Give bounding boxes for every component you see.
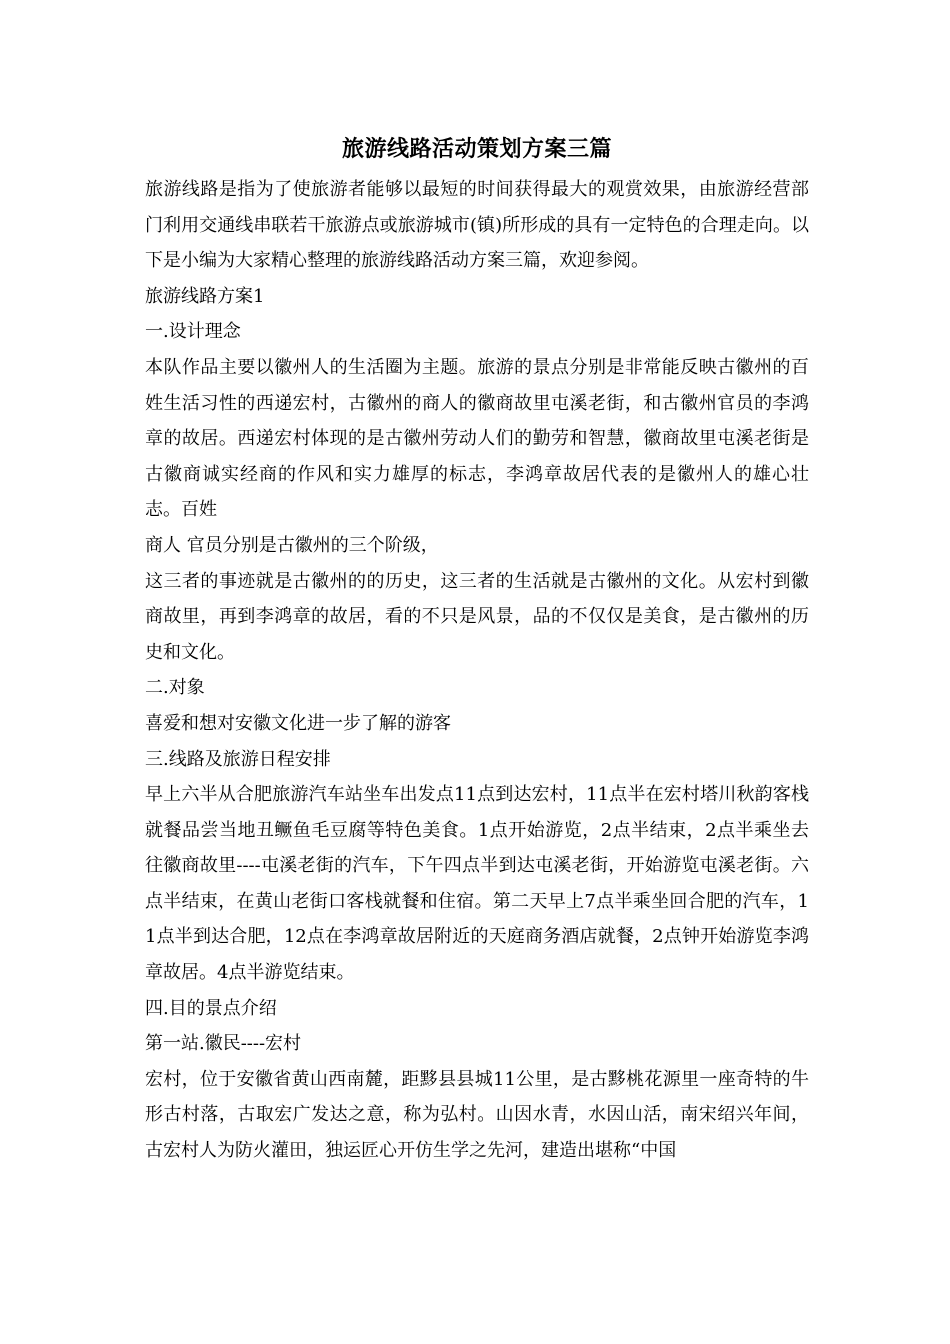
design-concept-history-paragraph: 这三者的事迹就是古徽州的的历史，这三者的生活就是古徽州的文化。从宏村到徽商故里，再到李鸿章的故居，看的不只是风景，品的不仅仅是美食，是古徽州的历史和文化。 [145,570,809,663]
hongcun-paragraph: 宏村，位于安徽省黄山西南麓，距黟县县城11公里，是古黟桃花源里一座奇特的牛形古村落，古取宏广发达之意，称为弘村。山因水青，水因山活，南宋绍兴年间，古宏村人为防火灌田，独运匠心开仿生学之先河，建造出堪称“中国 [145,1068,809,1162]
section-heading-plan-1: 旅游线路方案1 [145,285,265,307]
document-title: 旅游线路活动策划方案三篇 [341,136,612,162]
design-concept-paragraph: 本队作品主要以徽州人的生活圈为主题。旅游的景点分别是非常能反映古徽州的百姓生活习性的西递宏村，古徽州的商人的徽商故里屯溪老街，和古徽州官员的李鸿章的故居。西递宏村体现的是古徽州劳动人们的勤劳和智慧，徽商故里屯溪老街是古徽商诚实经商的作风和实力雄厚的标志，李鸿章故居代表的是徽州人的雄心壮志。百姓 [145,356,809,521]
design-concept-classes-line: 商人 官员分别是古徽州的三个阶级， [145,534,439,556]
itinerary-paragraph: 早上六半从合肥旅游汽车站坐车出发点11点到达宏村，11点半在宏村塔川秋韵客栈就餐品尝当地丑鳜鱼毛豆腐等特色美食。1点开始游览，2点半结束，2点半乘坐去往徽商故里----屯溪老街的汽车，下午四点半到达屯溪老街，开始游览屯溪老街。六点半结束，在黄山老街口客栈就餐和住宿。第二天早上7点半乘坐回合肥的汽车，11点半到达合肥，12点在李鸿章故居附近的天庭商务酒店就餐，2点钟开始游览李鸿章故居。4点半游览结束。 [145,784,809,984]
subheading-first-stop: 第一站.徽民----宏村 [145,1033,302,1055]
intro-paragraph: 旅游线路是指为了使旅游者能够以最短的时间获得最大的观赏效果，由旅游经营部门利用交通线串联若干旅游点或旅游城市(镇)所形成的具有一定特色的合理走向。以下是小编为大家精心整理的旅游线路活动方案三篇，欢迎参阅。 [145,179,809,272]
section-heading-design-concept: 一.设计理念 [145,321,241,343]
section-heading-attractions: 四.目的景点介绍 [145,997,277,1019]
document-body [145,128,809,1169]
audience-paragraph: 喜爱和想对安徽文化进一步了解的游客 [145,712,451,734]
section-heading-audience: 二.对象 [145,677,205,699]
section-heading-itinerary: 三.线路及旅游日程安排 [145,748,331,770]
